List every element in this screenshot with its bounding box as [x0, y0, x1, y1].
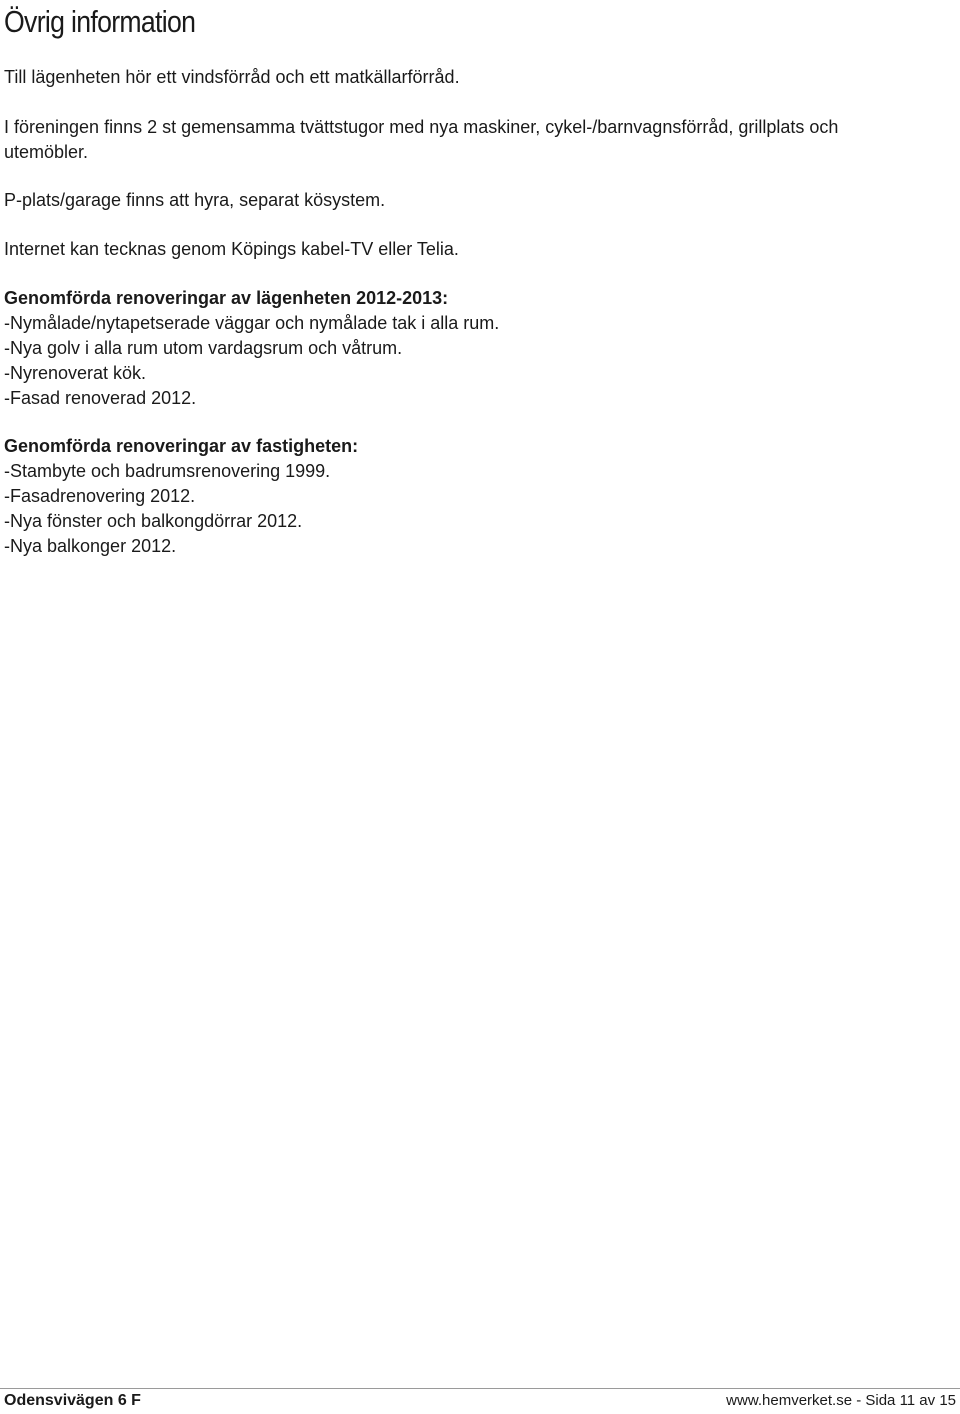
- footer-address: Odensvivägen 6 F: [4, 1392, 141, 1409]
- apartment-renovations-heading: Genomförda renoveringar av lägenheten 2012-2013:: [4, 288, 449, 308]
- list-item: -Fasadrenovering 2012.: [4, 486, 196, 506]
- list-item: -Stambyte och badrumsrenovering 1999.: [4, 461, 331, 481]
- list-item: -Nya balkonger 2012.: [4, 536, 177, 556]
- parking-paragraph: P-plats/garage finns att hyra, separat kösystem.: [4, 190, 386, 210]
- list-item: -Nya fönster och balkongdörrar 2012.: [4, 511, 303, 531]
- footer-page-info: www.hemverket.se - Sida 11 av 15: [726, 1392, 956, 1409]
- list-item: -Nyrenoverat kök.: [4, 363, 147, 383]
- association-paragraph: I föreningen finns 2 st gemensamma tvättstugor med nya maskiner, cykel-/barnvagnsförråd, grillplats och utemöbler.: [4, 117, 839, 162]
- internet-paragraph: Internet kan tecknas genom Köpings kabel-TV eller Telia.: [4, 239, 459, 259]
- property-renovations-section: [4, 434, 358, 559]
- apartment-renovations-section: [4, 286, 499, 411]
- storage-paragraph: Till lägenheten hör ett vindsförråd och ett matkällarförråd.: [4, 67, 460, 87]
- property-renovations-heading: Genomförda renoveringar av fastigheten:: [4, 436, 359, 456]
- footer-divider: [0, 1388, 960, 1389]
- list-item: -Nya golv i alla rum utom vardagsrum och våtrum.: [4, 338, 403, 358]
- page-title: Övrig information: [4, 4, 196, 39]
- list-item: -Nymålade/nytapetserade väggar och nymålade tak i alla rum.: [4, 313, 500, 333]
- list-item: -Fasad renoverad 2012.: [4, 388, 197, 408]
